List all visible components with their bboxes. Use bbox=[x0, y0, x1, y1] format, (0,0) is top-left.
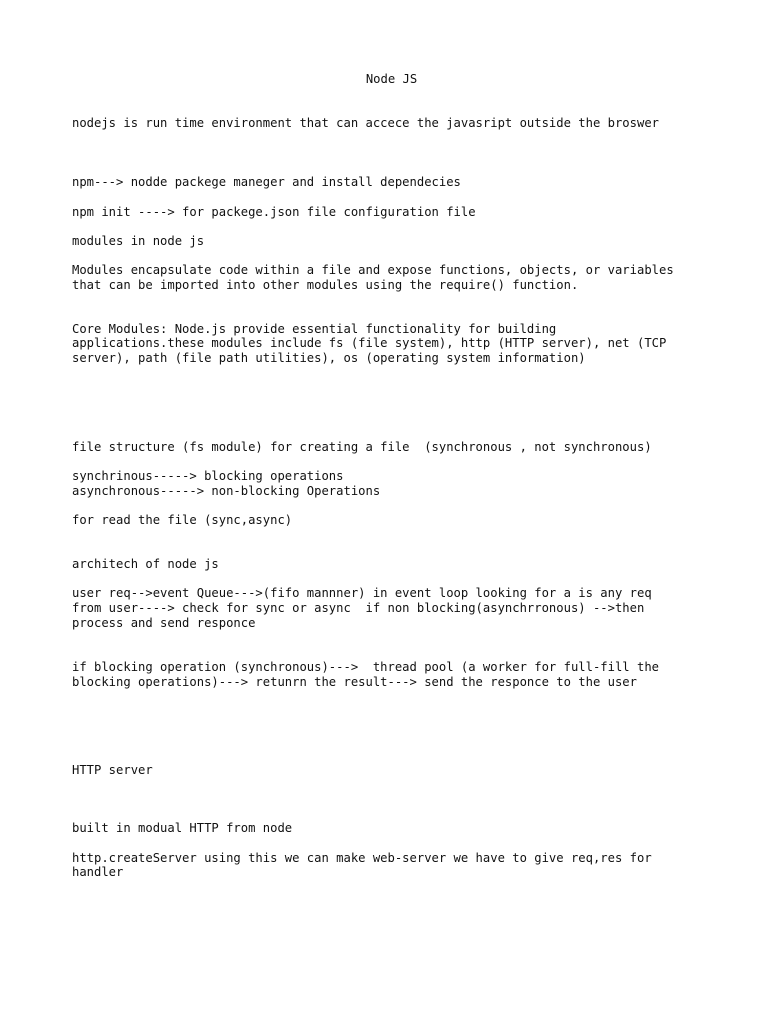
text-line: applications.these modules include fs (file system), http (HTTP server), net (TCP bbox=[72, 336, 667, 350]
text-line: for read the file (sync,async) bbox=[72, 513, 293, 527]
text-line: nodejs is run time environment that can accece the javasript outside the broswer bbox=[72, 116, 659, 130]
text-line: server), path (file path utilities), os (operating system information) bbox=[72, 351, 586, 365]
text-line: file structure (fs module) for creating a file (synchronous , not synchronous) bbox=[72, 440, 652, 454]
text-line: if blocking operation (synchronous)---> thread pool (a worker for full-fill the bbox=[72, 660, 659, 674]
text-line: built in modual HTTP from node bbox=[72, 821, 293, 835]
text-line: Modules encapsulate code within a file and expose functions, objects, or variables bbox=[72, 263, 674, 277]
page-title: Node JS bbox=[365, 72, 418, 86]
text-line: handler bbox=[72, 865, 124, 879]
text-line: asynchronous-----> non-blocking Operations bbox=[72, 484, 381, 498]
text-line: architech of node js bbox=[72, 557, 219, 571]
text-line: synchrinous-----> blocking operations bbox=[72, 469, 344, 483]
text-line: that can be imported into other modules using the require() function. bbox=[72, 278, 579, 292]
text-line: Core Modules: Node.js provide essential functionality for building bbox=[72, 322, 557, 336]
text-line: npm init ----> for packege.json file configuration file bbox=[72, 205, 476, 219]
text-line: from user----> check for sync or async if non blocking(asynchrronous) -->then bbox=[72, 601, 645, 615]
text-line: process and send responce bbox=[72, 616, 256, 630]
text-line: modules in node js bbox=[72, 234, 205, 248]
text-line: http.createServer using this we can make web-server we have to give req,res for bbox=[72, 851, 652, 865]
section-heading: HTTP server bbox=[72, 763, 153, 777]
text-line: user req-->event Queue--->(fifo mannner) in event loop looking for a is any req bbox=[72, 586, 652, 600]
text-line: blocking operations)---> retunrn the result---> send the responce to the user bbox=[72, 675, 637, 689]
text-line: npm---> nodde packege maneger and install dependecies bbox=[72, 175, 461, 189]
